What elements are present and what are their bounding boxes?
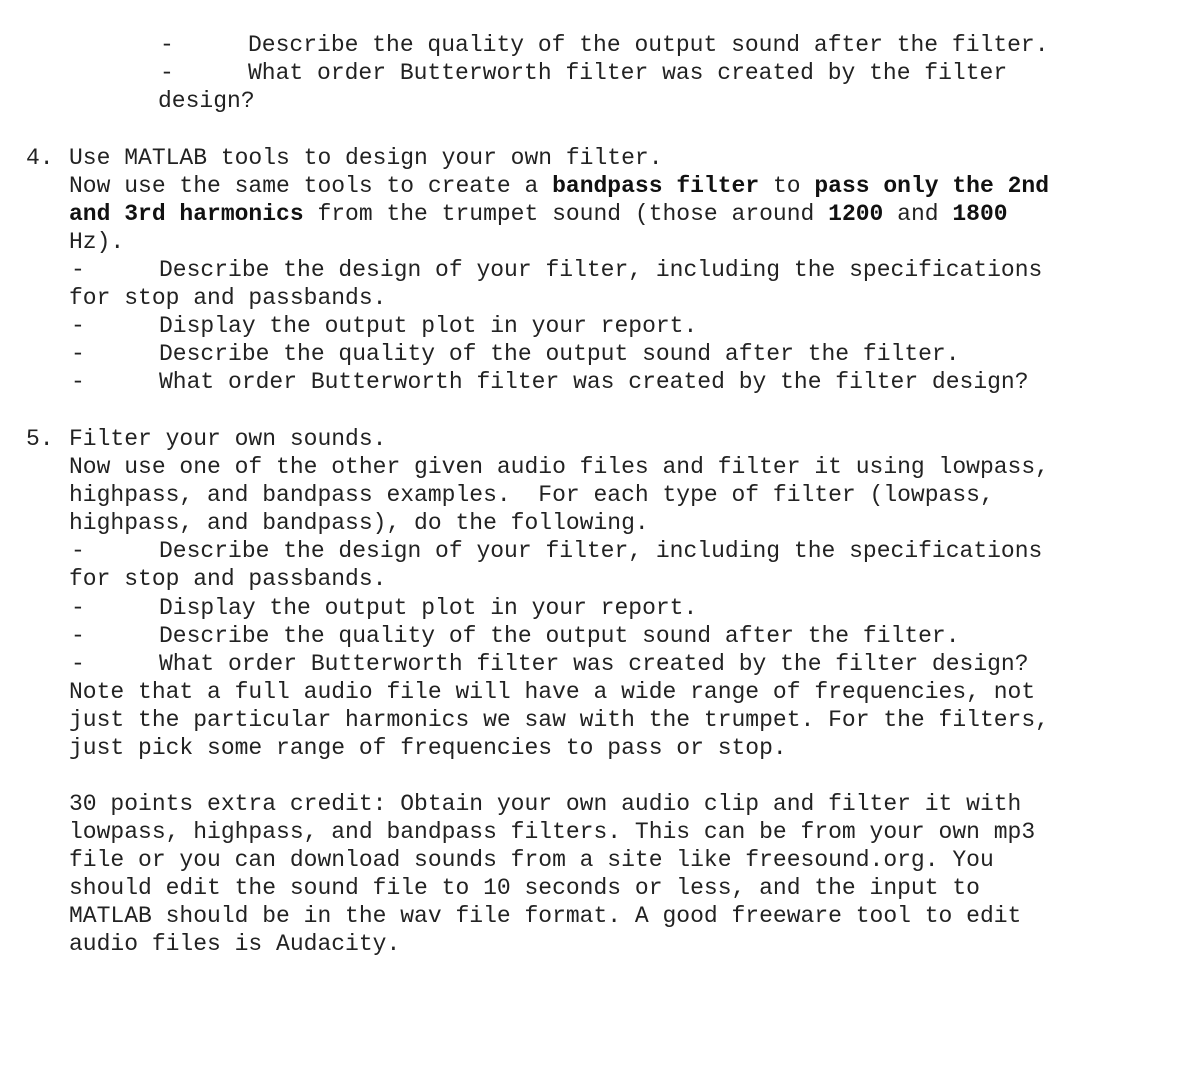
- section-5-note-line-2: just the particular harmonics we saw with the trumpet. For the filters,: [69, 707, 1049, 733]
- section-4-number: 4.: [26, 145, 54, 171]
- section-4-title: Use MATLAB tools to design your own filter.: [69, 145, 663, 171]
- section-4-bullet-1: Describe the design of your filter, including the specifications: [159, 257, 1043, 283]
- section-5-intro-line-1: Now use one of the other given audio files and filter it using lowpass,: [69, 454, 1049, 480]
- bullet-dash: -: [71, 257, 85, 283]
- bullet-dash: -: [160, 32, 174, 58]
- section-5-intro-line-2: highpass, and bandpass examples. For each type of filter (lowpass,: [69, 482, 994, 508]
- bullet-dash: -: [71, 595, 85, 621]
- section-5-bullet-3: Describe the quality of the output sound after the filter.: [159, 623, 960, 649]
- section-5-bullet-4: What order Butterworth filter was created by the filter design?: [159, 651, 1029, 677]
- section-4-bullet-4: What order Butterworth filter was created by the filter design?: [159, 369, 1029, 395]
- bullet-dash: -: [71, 538, 85, 564]
- bullet-dash: -: [71, 369, 85, 395]
- bullet-dash: -: [71, 651, 85, 677]
- bullet-dash: -: [71, 623, 85, 649]
- top-bullet-1: Describe the quality of the output sound after the filter.: [248, 32, 1049, 58]
- intro-bold-1800: 1800: [952, 201, 1008, 227]
- section-5-title: Filter your own sounds.: [69, 426, 387, 452]
- intro-text: Now use the same tools to create a: [69, 173, 553, 199]
- section-5-intro-line-3: highpass, and bandpass), do the following.: [69, 510, 649, 536]
- section-4-bullet-3: Describe the quality of the output sound after the filter.: [159, 341, 960, 367]
- top-bullet-2: What order Butterworth filter was created by the filter: [248, 60, 1008, 86]
- intro-bold-harmonics: and 3rd harmonics: [69, 201, 304, 227]
- intro-text: to: [759, 173, 815, 199]
- intro-bold-bandpass: bandpass filter: [552, 173, 760, 199]
- section-4-intro-line-1: [69, 172, 1049, 200]
- extra-credit-line-6: audio files is Audacity.: [69, 931, 401, 957]
- top-bullet-2-continuation: design?: [158, 88, 255, 114]
- extra-credit-line-1: 30 points extra credit: Obtain your own audio clip and filter it with: [69, 791, 1022, 817]
- section-5-bullet-1: Describe the design of your filter, including the specifications: [159, 538, 1043, 564]
- extra-credit-line-2: lowpass, highpass, and bandpass filters. This can be from your own mp3: [69, 819, 1036, 845]
- extra-credit-line-4: should edit the sound file to 10 seconds or less, and the input to: [69, 875, 980, 901]
- intro-bold-1200: 1200: [828, 201, 884, 227]
- section-4-bullet-2: Display the output plot in your report.: [159, 313, 698, 339]
- section-4-bullet-1-continuation: for stop and passbands.: [69, 285, 387, 311]
- section-4-intro-line-3: Hz).: [69, 229, 125, 255]
- extra-credit-line-3: file or you can download sounds from a site like freesound.org. You: [69, 847, 994, 873]
- section-5-note-line-1: Note that a full audio file will have a wide range of frequencies, not: [69, 679, 1036, 705]
- intro-bold-pass-only: pass only the 2nd: [814, 173, 1049, 199]
- section-5-number: 5.: [26, 426, 54, 452]
- bullet-dash: -: [71, 313, 85, 339]
- intro-text: and: [883, 201, 953, 227]
- intro-text: from the trumpet sound (those around: [303, 201, 829, 227]
- section-5-note-line-3: just pick some range of frequencies to pass or stop.: [69, 735, 787, 761]
- section-5-bullet-2: Display the output plot in your report.: [159, 595, 698, 621]
- section-5-bullet-1-continuation: for stop and passbands.: [69, 566, 387, 592]
- bullet-dash: -: [71, 341, 85, 367]
- bullet-dash: -: [160, 60, 174, 86]
- section-4-intro-line-2: [69, 200, 1008, 228]
- extra-credit-line-5: MATLAB should be in the wav file format. A good freeware tool to edit: [69, 903, 1022, 929]
